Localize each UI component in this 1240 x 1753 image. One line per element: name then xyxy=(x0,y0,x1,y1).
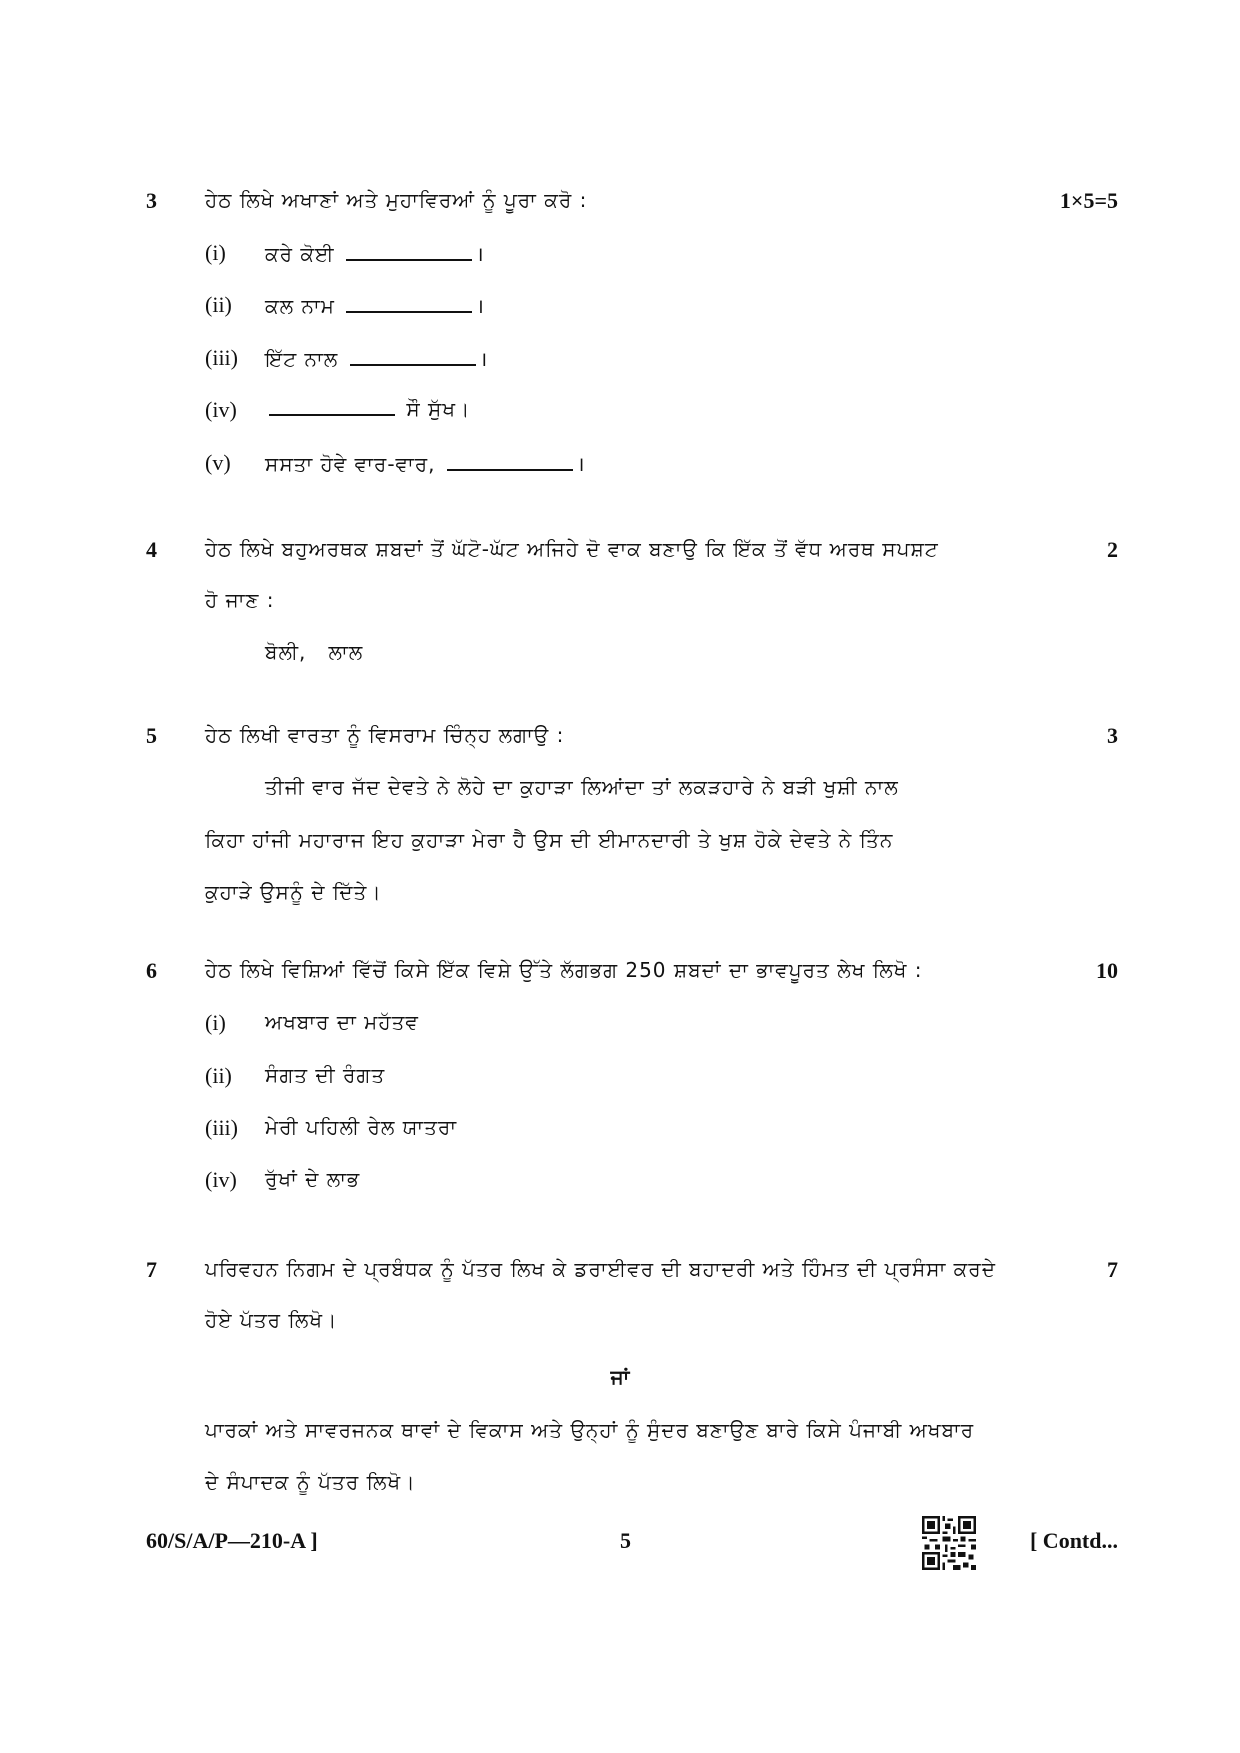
proverb-end: । xyxy=(475,242,485,266)
option-numeral: (ii) xyxy=(205,1063,232,1088)
option-numeral: (ii) xyxy=(205,292,232,317)
essay-topic: ਅਖਬਾਰ ਦਾ ਮਹੱਤਵ xyxy=(265,1010,419,1034)
alternative-question-text: ਦੇ ਸੰਪਾਦਕ ਨੂੰ ਪੱਤਰ ਲਿਖੋ। xyxy=(205,1470,416,1494)
proverb-item xyxy=(265,397,471,421)
question-number: 4 xyxy=(146,537,157,562)
question-marks: 7 xyxy=(1107,1257,1118,1282)
question-number: 3 xyxy=(146,188,157,213)
paper-code: 60/S/A/P—210-A ] xyxy=(146,1528,318,1553)
question-text: ਹੇਠ ਲਿਖੇ ਵਿਸ਼ਿਆਂ ਵਿੱਚੋਂ ਕਿਸੇ ਇੱਕ ਵਿਸ਼ੇ ਉੱਤੇ ਲੱਗਭਗ 250 ਸ਼ਬਦਾਂ ਦਾ ਭਾਵਪੂਰਤ ਲੇਖ ਲਿਖੋ : xyxy=(205,958,923,982)
question-number: 6 xyxy=(146,958,157,983)
question-marks: 2 xyxy=(1107,537,1118,562)
proverb-end: ਸੌ ਸੁੱਖ। xyxy=(406,397,471,421)
essay-topic: ਮੇਰੀ ਪਹਿਲੀ ਰੇਲ ਯਾਤਰਾ xyxy=(265,1115,458,1139)
proverb-item xyxy=(265,240,485,267)
question-marks: 3 xyxy=(1107,723,1118,748)
option-numeral: (iii) xyxy=(205,345,238,370)
proverb-start: ਕਲ ਨਾਮ xyxy=(265,294,335,318)
proverb-start: ਸਸਤਾ ਹੋਵੇ ਵਾਰ-ਵਾਰ, xyxy=(265,452,436,476)
continued-label: [ Contd... xyxy=(1029,1528,1118,1553)
option-numeral: (i) xyxy=(205,240,226,265)
qr-code-icon xyxy=(922,1516,976,1570)
option-numeral: (v) xyxy=(205,450,231,475)
essay-topic: ਰੁੱਖਾਂ ਦੇ ਲਾਭ xyxy=(265,1167,361,1191)
question-text: ਹੇਠ ਲਿਖੀ ਵਾਰਤਾ ਨੂੰ ਵਿਸਰਾਮ ਚਿੰਨ੍ਹ ਲਗਾਉ : xyxy=(205,723,565,747)
proverb-end: । xyxy=(576,452,586,476)
passage-line: ਤੀਜੀ ਵਾਰ ਜੱਦ ਦੇਵਤੇ ਨੇ ਲੋਹੇ ਦਾ ਕੁਹਾੜਾ ਲਿਆਂਦਾ ਤਾਂ ਲਕੜਹਾਰੇ ਨੇ ਬੜੀ ਖੁਸ਼ੀ ਨਾਲ xyxy=(265,775,899,799)
proverb-end: । xyxy=(476,294,485,318)
or-divider: ਜਾਂ xyxy=(610,1365,630,1389)
proverb-start: ਕਰੇ ਕੋਈ xyxy=(265,242,335,266)
question-text: ਹੇਠ ਲਿਖੇ ਬਹੁਅਰਥਕ ਸ਼ਬਦਾਂ ਤੋਂ ਘੱਟੋ-ਘੱਟ ਅਜਿਹੇ ਦੋ ਵਾਕ ਬਣਾਉ ਕਿ ਇੱਕ ਤੋਂ ਵੱਧ ਅਰਥ ਸਪਸ਼ਟ xyxy=(205,537,939,561)
option-numeral: (i) xyxy=(205,1010,226,1035)
proverb-item xyxy=(265,292,485,319)
answer-blank xyxy=(350,348,476,366)
word-list: ਬੋਲੀ, ਲਾਲ xyxy=(265,640,364,664)
alternative-question-text: ਪਾਰਕਾਂ ਅਤੇ ਸਾਵਰਜਨਕ ਥਾਵਾਂ ਦੇ ਵਿਕਾਸ ਅਤੇ ਉਨ੍ਹਾਂ ਨੂੰ ਸੁੰਦਰ ਬਣਾਉਣ ਬਾਰੇ ਕਿਸੇ ਪੰਜਾਬੀ ਅਖਬਾਰ xyxy=(205,1418,975,1442)
proverb-start: ਇੱਟ ਨਾਲ xyxy=(265,347,339,371)
proverb-end: । xyxy=(479,347,489,371)
answer-blank xyxy=(447,453,573,471)
question-text: ਹੇਠ ਲਿਖੇ ਅਖਾਣਾਂ ਅਤੇ ਮੁਹਾਵਿਰਆਂ ਨੂੰ ਪੂਰਾ ਕਰੋ : xyxy=(205,188,588,212)
question-text: ਪਰਿਵਹਨ ਨਿਗਮ ਦੇ ਪ੍ਰਬੰਧਕ ਨੂੰ ਪੱਤਰ ਲਿਖ ਕੇ ਡਰਾਈਵਰ ਦੀ ਬਹਾਦਰੀ ਅਤੇ ਹਿੰਮਤ ਦੀ ਪ੍ਰਸੰਸਾ ਕਰਦੇ xyxy=(205,1257,996,1281)
proverb-item xyxy=(265,450,585,477)
page-number: 5 xyxy=(620,1528,631,1553)
essay-topic: ਸੰਗਤ ਦੀ ਰੰਗਤ xyxy=(265,1063,386,1087)
option-numeral: (iv) xyxy=(205,1167,237,1192)
passage-line: ਕਿਹਾ ਹਾਂਜੀ ਮਹਾਰਾਜ ਇਹ ਕੁਹਾੜਾ ਮੇਰਾ ਹੈ ਉਸ ਦੀ ਈਮਾਨਦਾਰੀ ਤੇ ਖੁਸ਼ ਹੋਕੇ ਦੇਵਤੇ ਨੇ ਤਿੰਨ xyxy=(205,828,894,852)
question-text-continued: ਹੋ ਜਾਣ : xyxy=(205,588,275,612)
question-marks: 1×5=5 xyxy=(1059,188,1118,213)
answer-blank xyxy=(346,243,472,261)
proverb-item xyxy=(265,345,488,372)
question-number: 7 xyxy=(146,1257,157,1282)
answer-blank xyxy=(269,398,395,416)
question-marks: 10 xyxy=(1096,958,1118,983)
answer-blank xyxy=(346,295,472,313)
option-numeral: (iv) xyxy=(205,397,237,422)
question-number: 5 xyxy=(146,723,157,748)
question-text-continued: ਹੋਏ ਪੱਤਰ ਲਿਖੋ। xyxy=(205,1308,338,1332)
passage-line: ਕੁਹਾੜੇ ਉਸਨੂੰ ਦੇ ਦਿੱਤੇ। xyxy=(205,880,382,904)
option-numeral: (iii) xyxy=(205,1115,238,1140)
